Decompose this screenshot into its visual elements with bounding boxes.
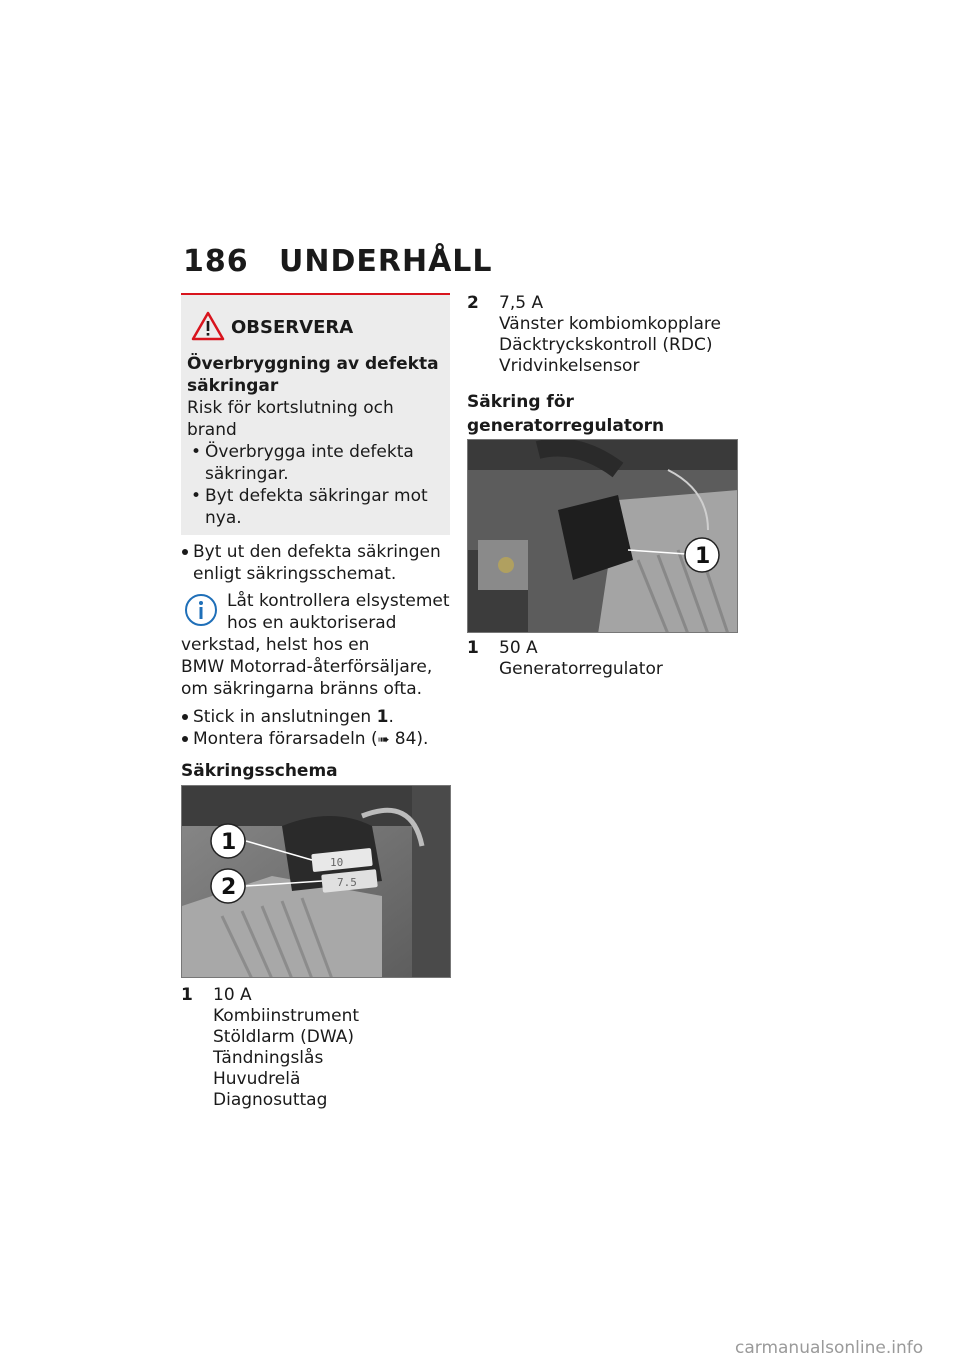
legend-line: Huvudrelä — [213, 1069, 301, 1089]
legend-lines — [213, 985, 359, 1111]
info-note — [227, 590, 452, 634]
action-step: Montera förarsadeln (➠ 84). — [181, 728, 451, 751]
callout-1: 1 — [695, 544, 711, 569]
legend-lines — [499, 638, 663, 680]
fuse-box-photo — [181, 785, 451, 978]
legend-line: Stöldlarm (DWA) — [213, 1027, 355, 1047]
warning-bullet: • Byt defekta säkringar mot — [187, 485, 443, 507]
warning-triangle-icon — [191, 311, 225, 341]
warning-bullet: • Överbrygga inte defekta — [187, 441, 443, 463]
action-step: Byt ut den defekta säkringen — [181, 541, 451, 563]
info-text: om säkringarna bränns ofta. — [181, 679, 423, 699]
callout-2: 2 — [221, 875, 237, 900]
legend-line: Vridvinkelsensor — [499, 356, 640, 376]
legend-line: Tändningslås — [213, 1048, 324, 1068]
info-text: BMW Motorrad-återförsäljare, — [181, 657, 433, 677]
page-ref-arrow-icon: ➠ — [377, 732, 390, 748]
generator-regulator-illustration — [468, 440, 738, 633]
warning-heading-cont: säkringar — [187, 376, 279, 396]
info-text: hos en auktoriserad — [227, 613, 397, 633]
info-text: verkstad, helst hos en — [181, 635, 370, 655]
section-heading: Säkring för generatorregulatorn — [467, 392, 665, 436]
warning-body — [187, 353, 443, 529]
action-step-cont: enligt säkringsschemat. — [193, 564, 397, 584]
legend-line: 10 A — [213, 985, 252, 1005]
warning-text: Risk för kortslutning och — [187, 398, 394, 418]
legend-line: 50 A — [499, 638, 538, 658]
legend-line: Generatorregulator — [499, 659, 663, 679]
action-step: Stick in anslutningen 1. — [181, 706, 451, 728]
watermark: carmanualsonline.info — [735, 1338, 924, 1358]
legend-line: Vänster kombiomkopplare — [499, 314, 721, 334]
legend-number: 1 — [467, 638, 479, 658]
info-text: Låt kontrollera elsystemet — [227, 591, 450, 611]
legend-line: Kombiinstrument — [213, 1006, 360, 1026]
legend-number: 1 — [181, 985, 193, 1005]
warning-box — [181, 293, 450, 535]
warning-title: OBSERVERA — [231, 317, 354, 338]
warning-bullet-cont: nya. — [205, 508, 242, 528]
steps-final — [181, 706, 451, 751]
page-ref: 84). — [389, 729, 429, 749]
fuse-label-10: 10 — [330, 856, 344, 869]
warning-bullet-cont: säkringar. — [205, 464, 289, 484]
section-heading: Säkringsschema — [181, 761, 338, 781]
legend-lines — [499, 293, 721, 377]
page-number: 186 — [183, 244, 249, 279]
fuse-legend-2 — [467, 293, 739, 383]
info-icon — [184, 593, 218, 627]
step-replace-fuse — [181, 541, 451, 585]
info-note-cont — [181, 634, 451, 700]
ref-number: 1 — [376, 707, 389, 727]
fuse-box-illustration — [182, 786, 451, 978]
fuse-legend-1 — [181, 985, 451, 1115]
legend-line: Däcktryckskontroll (RDC) — [499, 335, 713, 355]
warning-text-cont: brand — [187, 420, 237, 440]
fuse-label-7-5: 7.5 — [337, 876, 357, 889]
generator-regulator-photo — [467, 439, 738, 633]
page-header — [183, 244, 493, 279]
chapter-title: UNDERHÅLL — [279, 244, 493, 279]
warning-heading: Överbryggning av defekta — [187, 354, 439, 374]
legend-number: 2 — [467, 293, 479, 313]
fuse-legend-generator — [467, 638, 739, 683]
legend-line: Diagnosuttag — [213, 1090, 328, 1110]
legend-line: 7,5 A — [499, 293, 544, 313]
callout-1: 1 — [221, 830, 237, 855]
